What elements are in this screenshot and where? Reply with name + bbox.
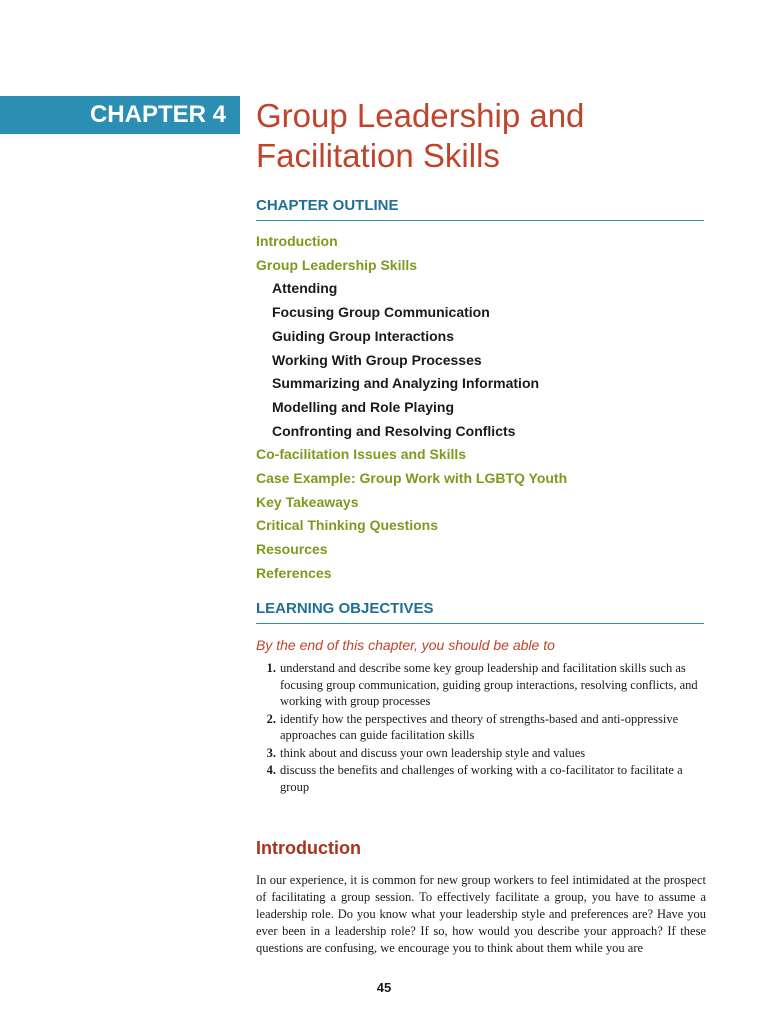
objective-number: 2. [266, 711, 276, 726]
chapter-outline-list [256, 230, 704, 586]
outline-item: Critical Thinking Questions [256, 517, 439, 534]
objective-number: 3. [266, 745, 276, 760]
objective-item [256, 762, 708, 795]
outline-item: Introduction [256, 233, 338, 249]
page-number: 45 [376, 980, 392, 995]
outline-item: Summarizing and Analyzing Information [272, 375, 540, 392]
introduction-heading: Introduction [256, 838, 361, 858]
learning-objectives-intro: By the end of this chapter, you should be able to [256, 637, 555, 653]
introduction-paragraph: In our experience, it is common for new group workers to feel intimidated at the prospect of facilitating a group session. To effectively facilitate a group, you have to assume a leadership role. Do you know what your leadership style and preferences are? Have you ever been in a leadership role? If so, how would you describe your approach? If these questions are confusing, we encourage you to think about them while you are [256, 873, 706, 955]
objective-text: understand and describe some key group leadership and facilitation skills such as focusing group communication, guiding group interactions, resolving conflicts, and working with group processes [280, 661, 698, 708]
objective-item [256, 711, 708, 744]
objective-text: think about and discuss your own leadership style and values [280, 745, 586, 760]
outline-item: Co-facilitation Issues and Skills [256, 446, 467, 463]
outline-item: Confronting and Resolving Conflicts [272, 422, 516, 439]
outline-item: Working With Group Processes [272, 351, 482, 368]
outline-item: Focusing Group Communication [272, 304, 490, 321]
outline-item: Group Leadership Skills [256, 256, 418, 273]
objective-text: identify how the perspectives and theory of strengths-based and anti-oppressive approaches can guide facilitation skills [280, 711, 679, 742]
chapter-title-line-2: Facilitation Skills [256, 137, 500, 174]
objective-text: discuss the benefits and challenges of working with a co-facilitator to facilitate a group [280, 763, 683, 794]
objective-number: 4. [266, 763, 276, 777]
outline-item: Attending [272, 280, 338, 297]
outline-item: Resources [256, 541, 328, 558]
chapter-outline-heading: CHAPTER OUTLINE [256, 196, 704, 221]
outline-item: References [256, 564, 332, 581]
outline-item: Modelling and Role Playing [272, 398, 455, 415]
outline-item: Case Example: Group Work with LGBTQ Youth [256, 470, 568, 487]
outline-item: Guiding Group Interactions [272, 327, 454, 344]
chapter-title [256, 96, 716, 176]
chapter-label: CHAPTER 4 [0, 96, 240, 134]
learning-objectives-heading: LEARNING OBJECTIVES [256, 599, 704, 624]
outline-item: Key Takeaways [256, 493, 359, 510]
objective-item [256, 660, 708, 710]
learning-objectives-list [256, 660, 708, 796]
objective-number: 1. [266, 661, 276, 675]
objective-item [256, 745, 708, 762]
chapter-title-line-1: Group Leadership and [256, 97, 585, 134]
